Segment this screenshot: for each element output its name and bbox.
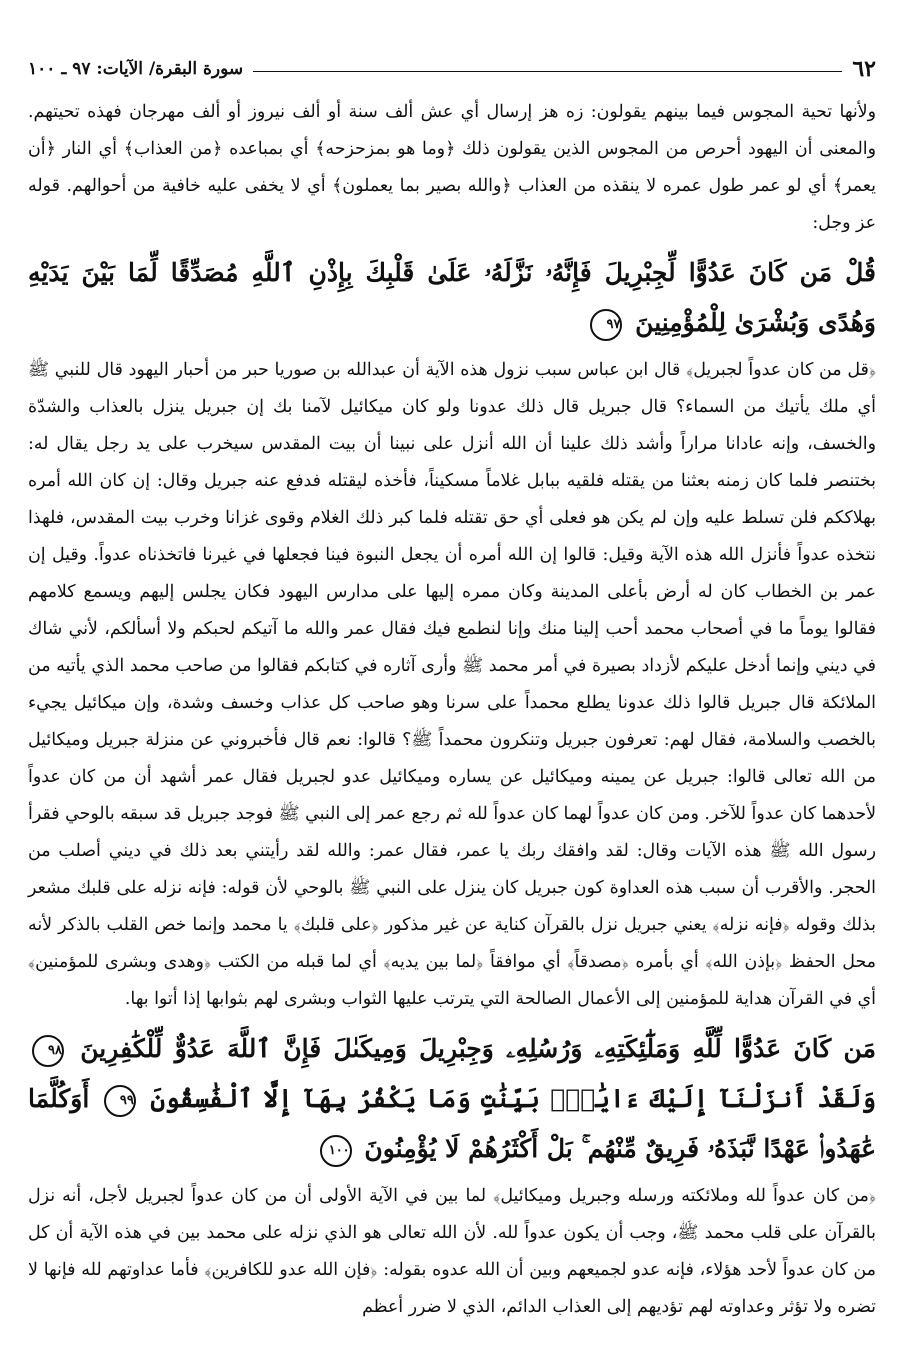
ayah-number-97: ٩٧ [590, 309, 622, 341]
surah-info: سورة البقرة/ الآيات: ٩٧ ـ ١٠٠ [28, 59, 244, 79]
header-rule [253, 71, 842, 72]
commentary-paragraph-3: ﴿من كان عدواً لله وملائكته ورسله وجبريل وميكائيل﴾ لما بين في الآية الأولى أن من كان عدواً لجبريل لأجل، أنه نزل بالقرآن على قلب محمد ﷺ، وجب أن يكون عدواً لله. لأن الله تعالى هو الذي نزله على محمد بين في هذه الآية أن كل من كان عدواً لأحد هؤلاء، فإنه عدو لجميعهم وبين أن الله عدوه بقوله: ﴿فإن الله عدو للكافرين﴾ فأما عداوتهم لله فإنها لا تضره ولا تؤثر وعداوته لهم تؤديهم إلى العذاب الدائم، الذي لا ضرر أعظم [28, 1186, 876, 1317]
commentary-paragraph-1: ولأنها تحية المجوس فيما بينهم يقولون: زه هز إرسال أي عش ألف سنة أو ألف نيروز أو ألف مهرجان فهذه تحيتهم. والمعنى أن اليهود أحرص من المجوس الذين يقولون ذلك ﴿وما هو بمزحزحه﴾ أي بمباعده ﴿من العذاب﴾ أي النار ﴿أن يعمر﴾ أي لو عمر طول عمره لا ينقذه من العذاب ﴿والله بصير بما يعملون﴾ أي لا يخفى عليه خافية من أحوالهم. قوله عز وجل: [28, 102, 876, 233]
ayah-number-99: ٩٩ [104, 1085, 136, 1117]
verse-99-text: وَلَقَدْ أَنزَلْنَآ إِلَيْكَ ءَايَٰتٍۭ بَيِّنَٰتٍ وَمَا يَكْفُرُ بِهَآ إِلَّا ٱلْفَٰسِقُونَ [150, 1084, 876, 1113]
verse-97-text: قُلْ مَن كَانَ عَدُوًّا لِّجِبْرِيلَ فَإِنَّهُۥ نَزَّلَهُۥ عَلَىٰ قَلْبِكَ بِإِذْنِ ٱللَّهِ مُصَدِّقًا لِّمَا بَيْنَ يَدَيْهِ وَهُدًى وَبُشْرَىٰ لِلْمُؤْمِنِينَ [28, 258, 876, 337]
page-number: ٦٢ [852, 56, 876, 82]
ayah-number-100: ١٠٠ [320, 1135, 352, 1167]
quran-verse-97 [28, 248, 876, 348]
quran-verses-98-100 [28, 1024, 876, 1174]
verse-98-text: مَن كَانَ عَدُوًّا لِّلَّهِ وَمَلَٰٓئِكَتِهِۦ وَرُسُلِهِۦ وَجِبْرِيلَ وَمِيكَىٰلَ فَإِنَّ ٱللَّهَ عَدُوٌّ لِّلْكَٰفِرِينَ [80, 1034, 876, 1063]
page-header [28, 52, 876, 86]
ayah-number-98: ٩٨ [32, 1035, 64, 1067]
commentary-paragraph-2: ﴿قل من كان عدواً لجبريل﴾ قال ابن عباس سبب نزول هذه الآية أن عبدالله بن صوريا حبر من أحبار اليهود قال للنبي ﷺ أي ملك يأتيك من السماء؟ قال جبريل قال ذلك عدونا ولو كان ميكائيل لآمنا بك إن جبريل ينزل بالعذاب والشدّة والخسف، وإنه عادانا مراراً وأشد ذلك علينا أن الله أنزل على نبينا أن بيت المقدس سيخرب على يد رجل يقال له: بختنصر فلما كان زمنه بعثنا من يقتله فلقيه ببابل غلاماً مسكيناً، فأخذه ليقتله فدفع عنه جبريل وقال: إن كان الله أمره بهلاككم فلن تسلط عليه وإن لم يكن هو فعلى أي حق تقتله فلما كبر ذلك الغلام وقوى غزانا وخرب بيت المقدس، فلهذا نتخذه عدواً فأنزل الله هذه الآية وقيل: قالوا إن الله أمره أن يجعل النبوة فينا فجعلها في غيرنا فاتخذناه عدواً. وقيل إن عمر بن الخطاب كان له أرض بأعلى المدينة وكان ممره إليها على مدارس اليهود فكان يجلس إليهم ويسمع كلامهم فقالوا يوماً ما في أصحاب محمد أحب إلينا منك وإنا لنطمع فيك فقال عمر والله ما آتيكم لحبكم ولا أسألكم، لأني شاك في ديني وإنما أدخل عليكم لأزداد بصيرة في أمر محمد ﷺ وأرى آثاره في كتابكم فقالوا من صاحب محمد الذي يأتيه من الملائكة قال جبريل قالوا ذلك عدونا يطلع محمداً على سرنا وهو صاحب كل عذاب وخسف وشدة، وإن ميكائيل يجيء بالخصب والسلامة، فقال لهم: تعرفون جبريل وتنكرون محمداً ﷺ؟ قالوا: نعم قال فأخبروني عن منزلة جبريل وميكائيل من الله تعالى قالوا: جبريل عن يمينه وميكائيل عن يساره وميكائيل عدو لجبريل فقال عمر أشهد أن من كان عدواً لأحدهما كان عدواً للآخر. ومن كان عدواً لهما كان عدواً لله ثم رجع عمر إلى النبي ﷺ فوجد جبريل قد سبقه بالوحي فقرأ رسول الله ﷺ هذه الآيات وقال: لقد وافقك ربك يا عمر، فقال عمر: والله لقد رأيتني بعد ذلك في ديني أصلب من الحجر. والأقرب أن سبب هذه العداوة كون جبريل كان ينزل على النبي ﷺ بالوحي لأن قوله: فإنه نزله على قلبك مشعر بذلك وقوله ﴿فإنه نزله﴾ يعني جبريل نزل بالقرآن كناية عن غير مذكور ﴿على قلبك﴾ يا محمد وإنما خص القلب بالذكر لأنه محل الحفظ ﴿بإذن الله﴾ أي بأمره ﴿مصدقاً﴾ أي موافقاً ﴿لما بين يديه﴾ أي لما قبله من الكتب ﴿وهدى وبشرى للمؤمنين﴾ أي في القرآن هداية للمؤمنين إلى الأعمال الصالحة التي يترتب عليها الثواب وبشرى لهم بثوابها إذا أتوا بها. [28, 360, 876, 1009]
verse-100-text: أَوَكُلَّمَا عَٰهَدُوا۟ عَهْدًا نَّبَذَهُۥ فَرِيقٌ مِّنْهُم ۚ بَلْ أَكْثَرُهُمْ لَا يُؤْمِنُونَ [28, 1084, 876, 1163]
